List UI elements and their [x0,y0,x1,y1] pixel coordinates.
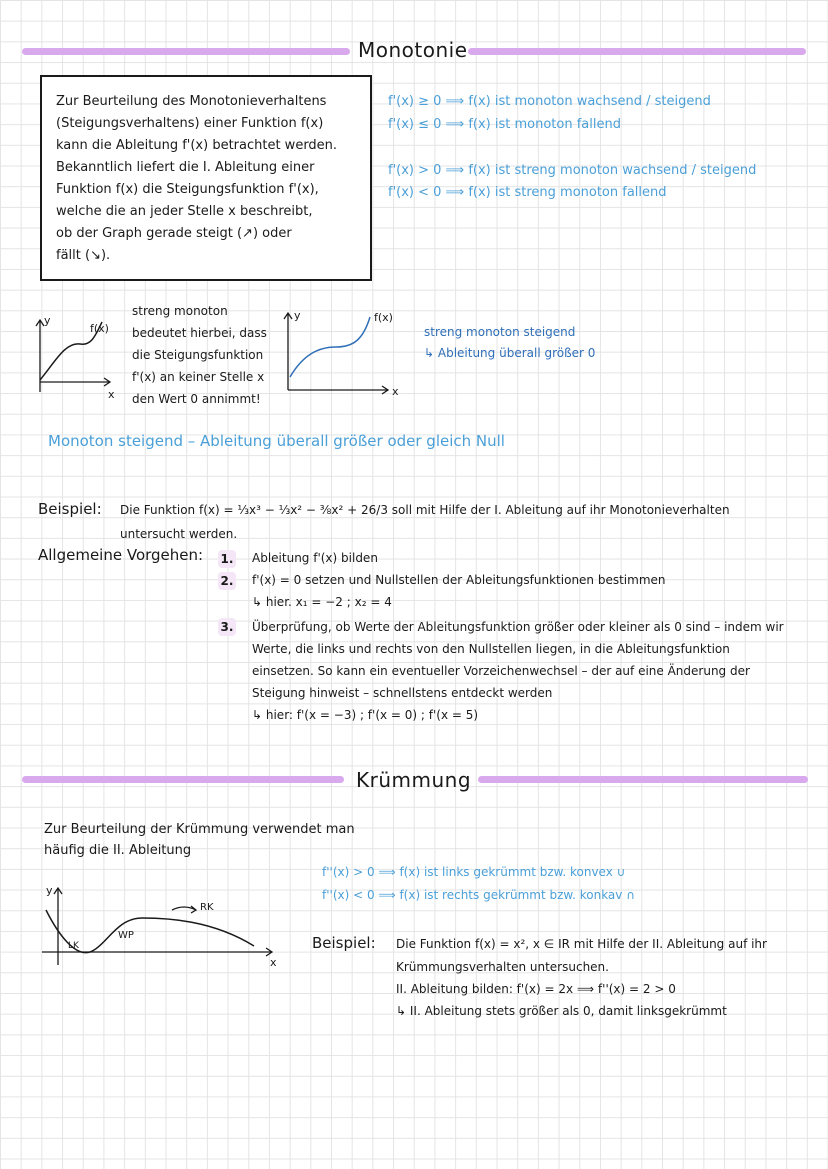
graph-kruemmung [32,880,282,970]
graph-streng-monoton-2 [278,305,408,400]
rule-streng-fallend: f'(x) < 0 ⟹ f(x) ist streng monoton fallend [388,185,667,200]
graph1-text-line: die Steigungsfunktion [132,348,264,362]
graph2-y-label: y [294,309,301,322]
section-title-monotonie: Monotonie [358,38,468,62]
step-number: 3. [218,618,236,636]
kruemmung-x-label: x [270,956,277,969]
kruemmung-intro-1: Zur Beurteilung der Krümmung verwendet man [44,822,355,837]
kruemmung-rk-label: RK [200,902,214,913]
beispiel1-text-b: untersucht werden. [120,527,238,541]
beispiel2-line: ↳ II. Ableitung stets größer als 0, damit linksgekrümmt [396,1004,727,1018]
step-line: ↳ hier: f'(x = −3) ; f'(x = 0) ; f'(x = 5) [252,708,479,722]
graph1-fx-label: f(x) [90,322,109,335]
graph-streng-monoton-1 [30,312,130,402]
box-line: Zur Beurteilung des Monotonieverhaltens [56,94,327,109]
definition-box [40,75,372,281]
step-line: f'(x) = 0 setzen und Nullstellen der Ableitungsfunktionen bestimmen [252,573,666,587]
graph1-text-line: streng monoton [132,304,228,318]
title-bar-left [22,776,344,783]
rule-streng-steigend: f'(x) > 0 ⟹ f(x) ist streng monoton wachsend / steigend [388,163,757,178]
beispiel1-label: Beispiel: [38,500,102,518]
graph1-x-label: x [108,388,115,401]
kruemmung-y-label: y [46,884,53,897]
step-line: ↳ hier. x₁ = −2 ; x₂ = 4 [252,595,392,609]
title-bar-right [478,776,808,783]
step-line: Steigung hinweist – schnellstens entdeckt werden [252,686,553,700]
title-bar-left [22,48,350,55]
box-line: welche die an jeder Stelle x beschreibt, [56,204,313,219]
monoton-steigend-line: Monoton steigend – Ableitung überall größer oder gleich Null [48,432,505,450]
step-line: Ableitung f'(x) bilden [252,551,378,565]
box-line: fällt (↘). [56,248,111,263]
box-line: (Steigungsverhaltens) einer Funktion f(x) [56,116,324,131]
kruemmung-intro-2: häufig die II. Ableitung [44,843,192,858]
step-number: 1. [218,550,236,568]
rule-rechts-gekruemmt: f''(x) < 0 ⟹ f(x) ist rechts gekrümmt bzw. konkav ∩ [322,888,635,902]
step-line: Werte, die links und rechts von den Nullstellen liegen, in die Ableitungsfunktion [252,642,730,656]
streng-monoton-note-2: ↳ Ableitung überall größer 0 [424,346,596,360]
graph1-explanation [132,300,267,410]
kruemmung-wp-label: WP [118,930,134,941]
rule-monoton-steigend: f'(x) ≥ 0 ⟹ f(x) ist monoton wachsend / steigend [388,94,711,109]
streng-monoton-note: streng monoton steigend [424,325,576,339]
graph1-y-label: y [44,314,51,327]
beispiel2-line: Krümmungsverhalten untersuchen. [396,960,609,974]
box-line: Funktion f(x) die Steigungsfunktion f'(x), [56,182,319,197]
step-number: 2. [218,572,236,590]
beispiel2-label: Beispiel: [312,934,376,952]
beispiel2-line: Die Funktion f(x) = x², x ∈ IR mit Hilfe der II. Ableitung auf ihr [396,937,767,951]
box-line: Bekanntlich liefert die I. Ableitung einer [56,160,315,175]
box-line: ob der Graph gerade steigt (↗) oder [56,226,292,241]
graph1-text-line: bedeutet hierbei, dass [132,326,267,340]
beispiel1-text-a: Die Funktion f(x) = ⅓x³ − ⅓x² − ⅜x² + 26/3 soll mit Hilfe der I. Ableitung auf ihr Monotonieverhalten [120,503,730,517]
box-line: kann die Ableitung f'(x) betrachtet werden. [56,138,338,153]
step-line: Überprüfung, ob Werte der Ableitungsfunktion größer oder kleiner als 0 sind – indem wir [252,620,784,634]
graph1-text-line: den Wert 0 annimmt! [132,392,261,406]
graph2-x-label: x [392,385,399,398]
section-title-kruemmung: Krümmung [356,768,472,792]
beispiel2-line: II. Ableitung bilden: f'(x) = 2x ⟹ f''(x) = 2 > 0 [396,982,676,996]
kruemmung-lk-label: LK [68,941,79,951]
step-line: einsetzen. So kann ein eventueller Vorzeichenwechsel – der auf eine Änderung der [252,664,750,678]
vorgehen-label: Allgemeine Vorgehen: [38,546,204,564]
rule-links-gekruemmt: f''(x) > 0 ⟹ f(x) ist links gekrümmt bzw. konvex ∪ [322,865,626,879]
rule-monoton-fallend: f'(x) ≤ 0 ⟹ f(x) ist monoton fallend [388,117,621,132]
title-bar-right [468,48,806,55]
graph2-fx-label: f(x) [374,311,393,324]
graph1-text-line: f'(x) an keiner Stelle x [132,370,265,384]
